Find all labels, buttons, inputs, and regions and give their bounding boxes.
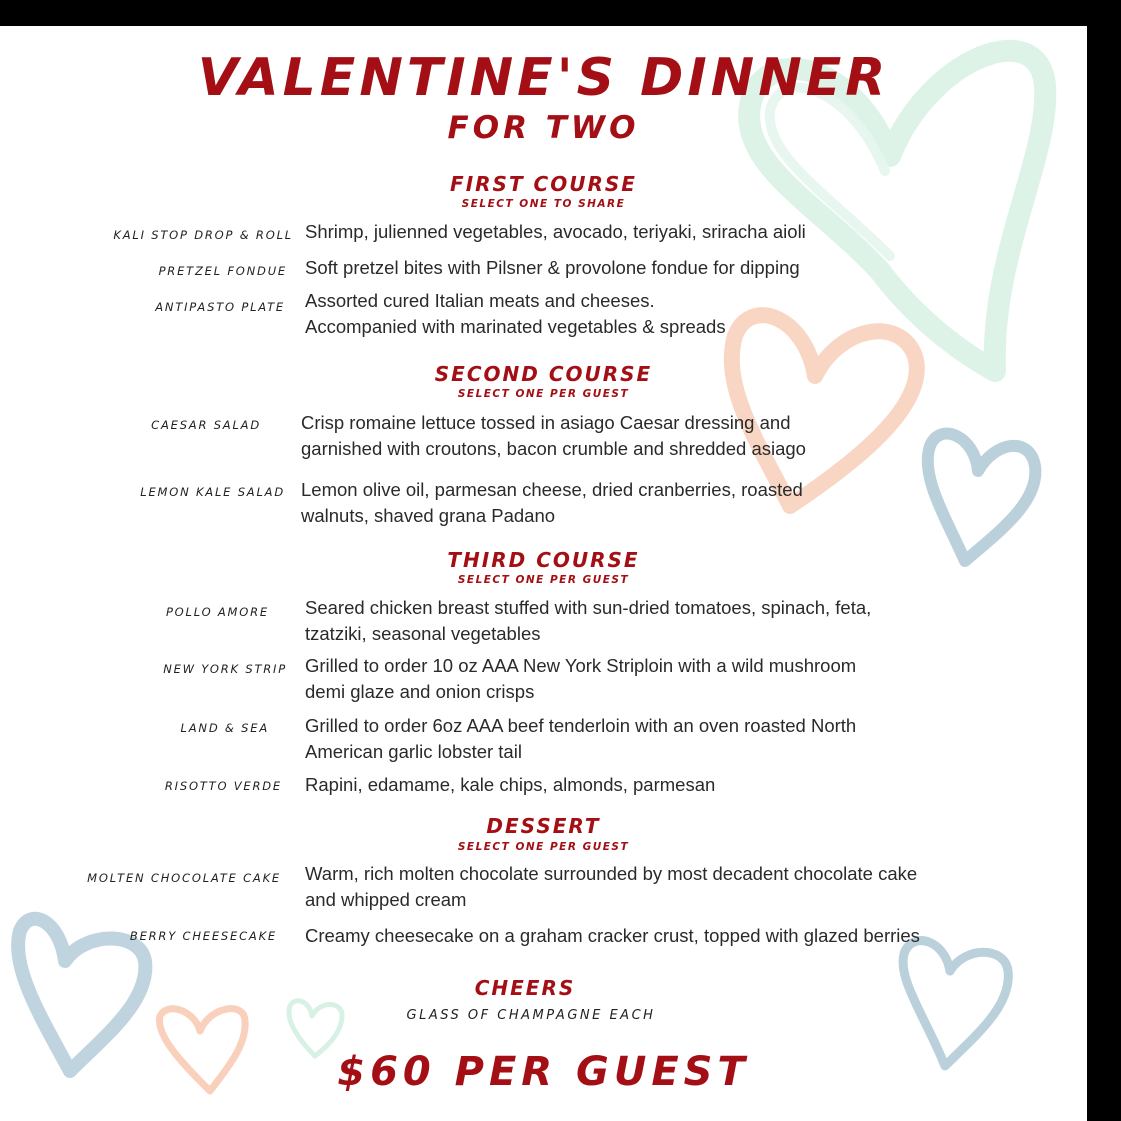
dish-description: Grilled to order 10 oz AAA New York Striploin with a wild mushroom demi glaze and onion crisps [305, 655, 857, 702]
dish-name: KALI STOP DROP & ROLL [113, 228, 293, 242]
course-note-dessert: SELECT ONE PER GUEST [457, 841, 630, 853]
course-note-third: SELECT ONE PER GUEST [457, 574, 630, 586]
course-title-first: FIRST COURSE [450, 172, 637, 196]
course-note-first: SELECT ONE TO SHARE [461, 198, 626, 210]
dish-description: Rapini, edamame, kale chips, almonds, parmesan [305, 774, 716, 795]
dish-description: Lemon olive oil, parmesan cheese, dried cranberries, roasted walnuts, shaved grana Padano [301, 479, 803, 526]
blue-heart-right-icon [928, 434, 1036, 561]
menu-subtitle: FOR TWO [447, 110, 640, 146]
dish-name: POLLO AMORE [165, 605, 269, 619]
dish-description: Shrimp, julienned vegetables, avocado, teriyaki, sriracha aioli [305, 221, 806, 242]
course-title-third: THIRD COURSE [447, 548, 640, 572]
dish-description: Grilled to order 6oz AAA beef tenderloin with an oven roasted North American garlic lobster tail [305, 715, 857, 762]
dish-name: NEW YORK STRIP [163, 662, 287, 676]
dish-name: RISOTTO VERDE [164, 779, 282, 793]
dish-description: Warm, rich molten chocolate surrounded by most decadent chocolate cake and whipped cream [305, 863, 918, 910]
cheers-note: GLASS OF CHAMPAGNE EACH [406, 1008, 656, 1023]
course-title-second: SECOND COURSE [434, 362, 653, 386]
dish-name: MOLTEN CHOCOLATE CAKE [87, 871, 281, 885]
dish-description: Soft pretzel bites with Pilsner & provolone fondue for dipping [305, 257, 800, 278]
cheers-title: CHEERS [474, 976, 576, 1000]
price-label: $60 PER GUEST [337, 1049, 750, 1095]
dish-name: LEMON KALE SALAD [140, 485, 285, 499]
dish-description: Creamy cheesecake on a graham cracker crust, topped with glazed berries [305, 925, 920, 946]
menu-page [0, 26, 1087, 1121]
dish-name: CAESAR SALAD [151, 418, 261, 432]
dish-description: Crisp romaine lettuce tossed in asiago Caesar dressing and garnished with croutons, bacon crumble and shredded asiago [301, 412, 806, 459]
blue-heart-bottom-right-icon [903, 941, 1008, 1066]
dish-description: Seared chicken breast stuffed with sun-dried tomatoes, spinach, feta, tzatziki, seasonal vegetables [305, 597, 872, 644]
dish-name: LAND & SEA [180, 721, 269, 735]
course-title-dessert: DESSERT [486, 814, 601, 838]
dish-name: PRETZEL FONDUE [158, 264, 287, 278]
course-note-second: SELECT ONE PER GUEST [457, 388, 630, 400]
dish-description: Assorted cured Italian meats and cheeses. Accompanied with marinated vegetables & spreads [305, 290, 726, 337]
dish-name: ANTIPASTO PLATE [155, 300, 285, 314]
dish-name: BERRY CHEESECAKE [129, 929, 277, 943]
menu-title: VALENTINE'S DINNER [197, 48, 890, 108]
